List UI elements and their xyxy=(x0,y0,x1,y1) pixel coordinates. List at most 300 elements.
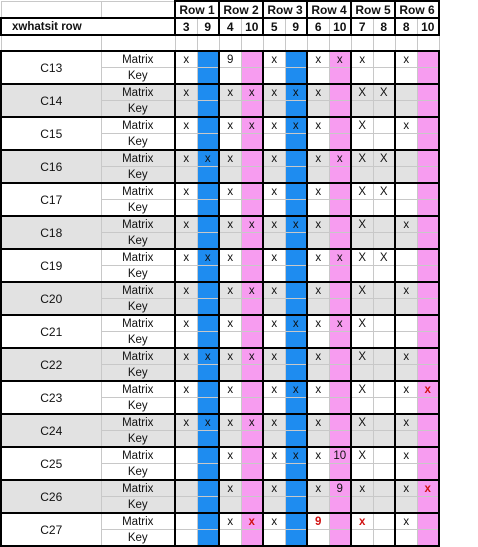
column-pin-label[interactable]: C25 xyxy=(1,447,101,480)
matrix-cell[interactable]: 9 xyxy=(219,51,241,68)
matrix-cell[interactable]: x xyxy=(263,216,285,233)
column-header[interactable]: 4 xyxy=(219,18,241,35)
matrix-label[interactable]: Matrix xyxy=(101,84,175,101)
key-cell[interactable] xyxy=(351,68,373,85)
matrix-cell[interactable] xyxy=(373,216,395,233)
matrix-cell[interactable]: X xyxy=(373,249,395,266)
matrix-cell[interactable]: x xyxy=(263,381,285,398)
empty-cell[interactable] xyxy=(1,35,101,51)
matrix-cell[interactable] xyxy=(197,381,219,398)
key-cell[interactable] xyxy=(329,200,351,217)
key-cell[interactable] xyxy=(417,530,439,547)
matrix-cell[interactable]: x xyxy=(395,216,417,233)
key-cell[interactable] xyxy=(175,431,197,448)
matrix-cell[interactable] xyxy=(329,348,351,365)
empty-cell[interactable] xyxy=(197,35,219,51)
matrix-cell[interactable] xyxy=(417,513,439,530)
key-label[interactable]: Key xyxy=(101,332,175,349)
matrix-cell[interactable]: X xyxy=(373,150,395,167)
key-cell[interactable] xyxy=(241,134,263,151)
matrix-cell[interactable] xyxy=(373,513,395,530)
key-label[interactable]: Key xyxy=(101,134,175,151)
matrix-cell[interactable]: X xyxy=(351,348,373,365)
matrix-cell[interactable]: x xyxy=(395,51,417,68)
matrix-cell[interactable]: x xyxy=(307,249,329,266)
matrix-cell[interactable] xyxy=(285,51,307,68)
matrix-cell[interactable]: X xyxy=(351,84,373,101)
matrix-cell[interactable] xyxy=(197,183,219,200)
matrix-cell[interactable] xyxy=(373,315,395,332)
key-cell[interactable] xyxy=(241,233,263,250)
matrix-cell[interactable]: x xyxy=(175,51,197,68)
matrix-cell[interactable]: x xyxy=(219,216,241,233)
key-cell[interactable] xyxy=(373,365,395,382)
matrix-cell[interactable] xyxy=(417,216,439,233)
key-cell[interactable] xyxy=(285,101,307,118)
empty-cell[interactable] xyxy=(395,35,417,51)
empty-cell[interactable] xyxy=(263,35,285,51)
column-header[interactable]: 7 xyxy=(351,18,373,35)
key-cell[interactable] xyxy=(219,332,241,349)
key-cell[interactable] xyxy=(175,134,197,151)
key-cell[interactable] xyxy=(395,365,417,382)
matrix-cell[interactable]: x xyxy=(241,414,263,431)
key-cell[interactable] xyxy=(285,431,307,448)
key-cell[interactable] xyxy=(241,68,263,85)
key-cell[interactable] xyxy=(307,464,329,481)
matrix-cell[interactable]: x xyxy=(175,348,197,365)
matrix-cell[interactable]: X xyxy=(351,216,373,233)
key-cell[interactable] xyxy=(219,167,241,184)
matrix-cell[interactable] xyxy=(373,480,395,497)
key-cell[interactable] xyxy=(373,167,395,184)
key-cell[interactable] xyxy=(285,365,307,382)
matrix-cell[interactable]: x xyxy=(219,348,241,365)
empty-cell[interactable] xyxy=(373,35,395,51)
matrix-cell[interactable]: x xyxy=(285,381,307,398)
key-cell[interactable] xyxy=(373,134,395,151)
matrix-cell[interactable] xyxy=(373,117,395,134)
key-cell[interactable] xyxy=(307,431,329,448)
matrix-cell[interactable]: x xyxy=(219,414,241,431)
matrix-cell[interactable] xyxy=(417,348,439,365)
key-cell[interactable] xyxy=(373,68,395,85)
key-cell[interactable] xyxy=(307,167,329,184)
empty-cell[interactable] xyxy=(351,35,373,51)
sheet-title[interactable]: xwhatsit row xyxy=(1,18,175,35)
key-cell[interactable] xyxy=(417,200,439,217)
group-header[interactable]: Row 5 xyxy=(351,1,395,18)
key-cell[interactable] xyxy=(329,299,351,316)
matrix-cell[interactable]: x xyxy=(329,249,351,266)
key-cell[interactable] xyxy=(241,497,263,514)
group-header[interactable]: Row 6 xyxy=(395,1,439,18)
key-cell[interactable] xyxy=(197,332,219,349)
key-cell[interactable] xyxy=(329,167,351,184)
matrix-cell[interactable]: x xyxy=(263,282,285,299)
key-cell[interactable] xyxy=(219,266,241,283)
key-cell[interactable] xyxy=(285,530,307,547)
key-cell[interactable] xyxy=(329,233,351,250)
key-cell[interactable] xyxy=(395,266,417,283)
key-label[interactable]: Key xyxy=(101,497,175,514)
matrix-cell[interactable] xyxy=(329,216,351,233)
key-cell[interactable] xyxy=(395,398,417,415)
empty-cell[interactable] xyxy=(101,35,175,51)
matrix-cell[interactable]: x xyxy=(285,447,307,464)
matrix-cell[interactable]: x xyxy=(395,447,417,464)
key-cell[interactable] xyxy=(219,200,241,217)
empty-cell[interactable] xyxy=(307,35,329,51)
key-cell[interactable] xyxy=(329,266,351,283)
key-cell[interactable] xyxy=(197,398,219,415)
matrix-cell[interactable]: 9 xyxy=(329,480,351,497)
key-cell[interactable] xyxy=(241,332,263,349)
matrix-label[interactable]: Matrix xyxy=(101,183,175,200)
matrix-cell[interactable]: x xyxy=(175,150,197,167)
matrix-cell[interactable]: x xyxy=(329,315,351,332)
matrix-label[interactable]: Matrix xyxy=(101,249,175,266)
key-cell[interactable] xyxy=(219,431,241,448)
key-cell[interactable] xyxy=(307,68,329,85)
key-cell[interactable] xyxy=(241,365,263,382)
matrix-cell[interactable]: x xyxy=(307,216,329,233)
key-cell[interactable] xyxy=(175,266,197,283)
matrix-cell[interactable] xyxy=(285,249,307,266)
matrix-cell[interactable] xyxy=(373,348,395,365)
matrix-cell[interactable]: 10 xyxy=(329,447,351,464)
key-cell[interactable] xyxy=(329,68,351,85)
key-label[interactable]: Key xyxy=(101,299,175,316)
key-cell[interactable] xyxy=(417,167,439,184)
key-cell[interactable] xyxy=(417,68,439,85)
matrix-cell[interactable] xyxy=(329,84,351,101)
key-cell[interactable] xyxy=(307,398,329,415)
matrix-label[interactable]: Matrix xyxy=(101,414,175,431)
key-cell[interactable] xyxy=(197,299,219,316)
key-cell[interactable] xyxy=(329,398,351,415)
key-cell[interactable] xyxy=(307,332,329,349)
column-pin-label[interactable]: C26 xyxy=(1,480,101,513)
matrix-cell[interactable]: x xyxy=(263,447,285,464)
column-pin-label[interactable]: C13 xyxy=(1,51,101,84)
matrix-cell[interactable] xyxy=(285,282,307,299)
key-cell[interactable] xyxy=(395,497,417,514)
matrix-cell[interactable] xyxy=(395,249,417,266)
key-cell[interactable] xyxy=(219,497,241,514)
matrix-cell[interactable]: x xyxy=(263,348,285,365)
column-header[interactable]: 6 xyxy=(307,18,329,35)
key-cell[interactable] xyxy=(351,200,373,217)
matrix-cell[interactable] xyxy=(241,447,263,464)
matrix-cell[interactable]: X xyxy=(373,183,395,200)
key-cell[interactable] xyxy=(329,431,351,448)
key-cell[interactable] xyxy=(329,332,351,349)
matrix-cell[interactable] xyxy=(395,315,417,332)
key-cell[interactable] xyxy=(241,266,263,283)
key-cell[interactable] xyxy=(351,266,373,283)
key-cell[interactable] xyxy=(395,299,417,316)
key-cell[interactable] xyxy=(175,68,197,85)
key-cell[interactable] xyxy=(285,464,307,481)
key-cell[interactable] xyxy=(395,332,417,349)
matrix-cell[interactable] xyxy=(417,447,439,464)
key-cell[interactable] xyxy=(351,530,373,547)
key-cell[interactable] xyxy=(395,134,417,151)
key-cell[interactable] xyxy=(175,398,197,415)
matrix-cell[interactable] xyxy=(197,84,219,101)
matrix-cell[interactable]: x xyxy=(417,480,439,497)
column-header[interactable]: 10 xyxy=(329,18,351,35)
matrix-cell[interactable] xyxy=(241,183,263,200)
key-cell[interactable] xyxy=(373,497,395,514)
matrix-label[interactable]: Matrix xyxy=(101,51,175,68)
key-cell[interactable] xyxy=(241,530,263,547)
key-cell[interactable] xyxy=(241,398,263,415)
key-cell[interactable] xyxy=(241,464,263,481)
column-header[interactable]: 3 xyxy=(175,18,197,35)
group-header[interactable]: Row 2 xyxy=(219,1,263,18)
matrix-cell[interactable] xyxy=(417,249,439,266)
matrix-label[interactable]: Matrix xyxy=(101,315,175,332)
matrix-cell[interactable]: x xyxy=(307,348,329,365)
key-cell[interactable] xyxy=(329,464,351,481)
key-cell[interactable] xyxy=(241,101,263,118)
matrix-cell[interactable] xyxy=(417,84,439,101)
key-cell[interactable] xyxy=(263,134,285,151)
column-header[interactable]: 8 xyxy=(395,18,417,35)
key-cell[interactable] xyxy=(373,266,395,283)
matrix-cell[interactable] xyxy=(197,513,219,530)
matrix-cell[interactable] xyxy=(417,117,439,134)
matrix-cell[interactable]: x xyxy=(307,117,329,134)
key-cell[interactable] xyxy=(197,266,219,283)
key-cell[interactable] xyxy=(263,167,285,184)
key-cell[interactable] xyxy=(351,464,373,481)
key-label[interactable]: Key xyxy=(101,200,175,217)
matrix-cell[interactable] xyxy=(175,480,197,497)
matrix-cell[interactable] xyxy=(329,414,351,431)
matrix-cell[interactable]: X xyxy=(351,117,373,134)
key-cell[interactable] xyxy=(263,200,285,217)
key-cell[interactable] xyxy=(417,497,439,514)
key-cell[interactable] xyxy=(351,299,373,316)
empty-cell[interactable] xyxy=(241,35,263,51)
key-cell[interactable] xyxy=(417,398,439,415)
matrix-cell[interactable]: x xyxy=(219,150,241,167)
key-cell[interactable] xyxy=(373,200,395,217)
matrix-cell[interactable]: X xyxy=(351,381,373,398)
column-pin-label[interactable]: C18 xyxy=(1,216,101,249)
key-cell[interactable] xyxy=(197,134,219,151)
key-cell[interactable] xyxy=(175,167,197,184)
key-cell[interactable] xyxy=(329,365,351,382)
matrix-cell[interactable] xyxy=(417,183,439,200)
key-cell[interactable] xyxy=(175,332,197,349)
column-pin-label[interactable]: C19 xyxy=(1,249,101,282)
matrix-cell[interactable] xyxy=(373,381,395,398)
matrix-cell[interactable]: x xyxy=(175,414,197,431)
key-cell[interactable] xyxy=(175,464,197,481)
key-cell[interactable] xyxy=(263,497,285,514)
key-cell[interactable] xyxy=(197,365,219,382)
matrix-cell[interactable] xyxy=(285,183,307,200)
matrix-cell[interactable]: x xyxy=(307,84,329,101)
key-cell[interactable] xyxy=(395,101,417,118)
matrix-cell[interactable]: x xyxy=(263,249,285,266)
key-cell[interactable] xyxy=(219,299,241,316)
key-cell[interactable] xyxy=(417,464,439,481)
key-label[interactable]: Key xyxy=(101,365,175,382)
key-label[interactable]: Key xyxy=(101,101,175,118)
matrix-cell[interactable]: x xyxy=(219,447,241,464)
key-cell[interactable] xyxy=(351,365,373,382)
matrix-cell[interactable]: x xyxy=(219,282,241,299)
key-cell[interactable] xyxy=(219,398,241,415)
key-cell[interactable] xyxy=(373,299,395,316)
key-label[interactable]: Key xyxy=(101,464,175,481)
key-cell[interactable] xyxy=(373,101,395,118)
key-cell[interactable] xyxy=(219,68,241,85)
matrix-cell[interactable]: x xyxy=(197,150,219,167)
key-cell[interactable] xyxy=(373,398,395,415)
key-cell[interactable] xyxy=(197,464,219,481)
matrix-cell[interactable]: X xyxy=(373,84,395,101)
key-cell[interactable] xyxy=(395,431,417,448)
key-cell[interactable] xyxy=(197,200,219,217)
matrix-cell[interactable]: x xyxy=(307,282,329,299)
matrix-cell[interactable] xyxy=(285,513,307,530)
matrix-cell[interactable] xyxy=(241,51,263,68)
matrix-cell[interactable]: x xyxy=(263,315,285,332)
matrix-cell[interactable] xyxy=(241,381,263,398)
key-cell[interactable] xyxy=(197,497,219,514)
matrix-cell[interactable]: X xyxy=(351,315,373,332)
key-cell[interactable] xyxy=(285,167,307,184)
matrix-cell[interactable]: x xyxy=(241,513,263,530)
matrix-cell[interactable] xyxy=(373,282,395,299)
matrix-cell[interactable]: x xyxy=(175,315,197,332)
key-cell[interactable] xyxy=(197,431,219,448)
matrix-cell[interactable] xyxy=(373,51,395,68)
matrix-cell[interactable]: x xyxy=(241,84,263,101)
key-cell[interactable] xyxy=(285,233,307,250)
matrix-cell[interactable]: X xyxy=(351,414,373,431)
group-header[interactable]: Row 4 xyxy=(307,1,351,18)
key-cell[interactable] xyxy=(285,68,307,85)
key-cell[interactable] xyxy=(329,101,351,118)
matrix-cell[interactable]: x xyxy=(241,216,263,233)
matrix-cell[interactable]: X xyxy=(351,282,373,299)
empty-cell[interactable] xyxy=(417,35,439,51)
matrix-label[interactable]: Matrix xyxy=(101,348,175,365)
key-cell[interactable] xyxy=(351,233,373,250)
key-cell[interactable] xyxy=(241,299,263,316)
matrix-cell[interactable] xyxy=(197,480,219,497)
key-cell[interactable] xyxy=(373,233,395,250)
column-pin-label[interactable]: C21 xyxy=(1,315,101,348)
matrix-cell[interactable]: x xyxy=(219,249,241,266)
key-cell[interactable] xyxy=(307,299,329,316)
column-pin-label[interactable]: C24 xyxy=(1,414,101,447)
key-cell[interactable] xyxy=(175,299,197,316)
matrix-cell[interactable] xyxy=(329,282,351,299)
matrix-cell[interactable] xyxy=(417,282,439,299)
matrix-cell[interactable]: x xyxy=(219,84,241,101)
key-cell[interactable] xyxy=(329,497,351,514)
matrix-cell[interactable] xyxy=(241,150,263,167)
matrix-cell[interactable] xyxy=(175,513,197,530)
key-cell[interactable] xyxy=(175,101,197,118)
column-pin-label[interactable]: C17 xyxy=(1,183,101,216)
key-cell[interactable] xyxy=(241,200,263,217)
key-cell[interactable] xyxy=(307,530,329,547)
matrix-cell[interactable]: x xyxy=(263,480,285,497)
key-cell[interactable] xyxy=(417,101,439,118)
key-cell[interactable] xyxy=(175,200,197,217)
matrix-cell[interactable]: x xyxy=(263,513,285,530)
column-header[interactable]: 9 xyxy=(197,18,219,35)
key-cell[interactable] xyxy=(197,167,219,184)
matrix-cell[interactable]: x xyxy=(197,414,219,431)
matrix-label[interactable]: Matrix xyxy=(101,216,175,233)
key-cell[interactable] xyxy=(307,200,329,217)
key-cell[interactable] xyxy=(351,167,373,184)
key-cell[interactable] xyxy=(351,101,373,118)
key-cell[interactable] xyxy=(285,398,307,415)
matrix-cell[interactable]: x xyxy=(351,480,373,497)
key-cell[interactable] xyxy=(329,530,351,547)
matrix-cell[interactable] xyxy=(417,150,439,167)
key-cell[interactable] xyxy=(373,332,395,349)
matrix-cell[interactable] xyxy=(285,480,307,497)
key-cell[interactable] xyxy=(263,68,285,85)
matrix-cell[interactable] xyxy=(197,315,219,332)
matrix-cell[interactable]: x xyxy=(241,348,263,365)
key-label[interactable]: Key xyxy=(101,233,175,250)
matrix-cell[interactable]: x xyxy=(263,84,285,101)
key-label[interactable]: Key xyxy=(101,266,175,283)
key-cell[interactable] xyxy=(197,68,219,85)
key-cell[interactable] xyxy=(395,233,417,250)
matrix-cell[interactable]: x xyxy=(307,414,329,431)
key-label[interactable]: Key xyxy=(101,431,175,448)
matrix-cell[interactable]: X xyxy=(351,183,373,200)
matrix-cell[interactable]: x xyxy=(351,51,373,68)
group-header[interactable]: Row 3 xyxy=(263,1,307,18)
matrix-cell[interactable]: x xyxy=(307,150,329,167)
matrix-cell[interactable]: x xyxy=(219,183,241,200)
key-cell[interactable] xyxy=(307,266,329,283)
key-cell[interactable] xyxy=(263,431,285,448)
key-cell[interactable] xyxy=(263,101,285,118)
key-cell[interactable] xyxy=(263,332,285,349)
key-cell[interactable] xyxy=(219,365,241,382)
matrix-cell[interactable]: x xyxy=(395,414,417,431)
matrix-label[interactable]: Matrix xyxy=(101,117,175,134)
matrix-cell[interactable] xyxy=(175,447,197,464)
matrix-cell[interactable]: x xyxy=(241,117,263,134)
matrix-cell[interactable] xyxy=(373,447,395,464)
empty-cell[interactable] xyxy=(285,35,307,51)
matrix-cell[interactable]: x xyxy=(351,513,373,530)
matrix-cell[interactable]: x xyxy=(395,513,417,530)
key-cell[interactable] xyxy=(197,233,219,250)
column-header[interactable]: 9 xyxy=(285,18,307,35)
key-cell[interactable] xyxy=(329,134,351,151)
matrix-cell[interactable]: x xyxy=(307,51,329,68)
key-cell[interactable] xyxy=(285,497,307,514)
